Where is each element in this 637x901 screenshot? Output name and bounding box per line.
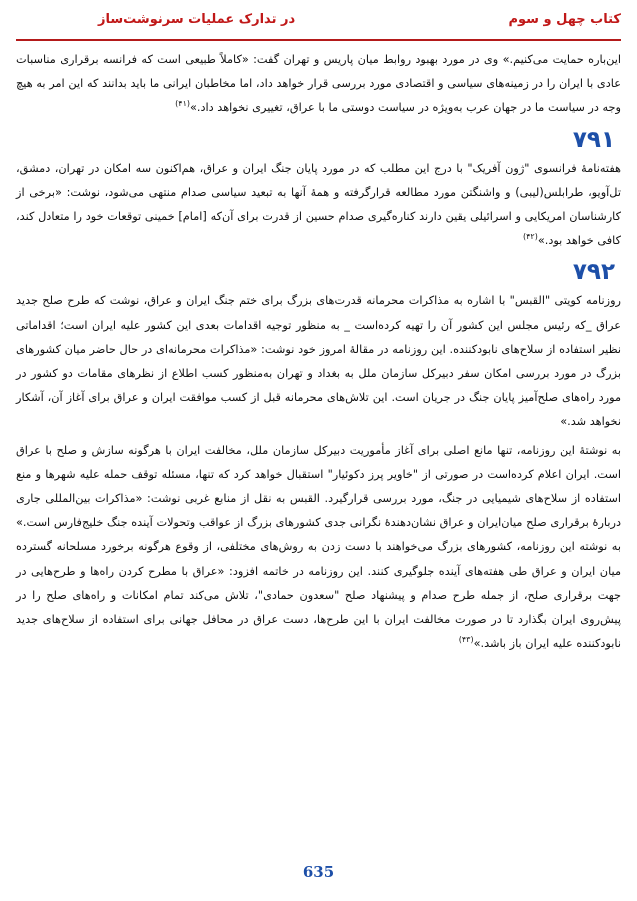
paragraph-text: روزنامه کویتی "القبس" با اشاره به مذاکرات محرمانه قدرت‌های بزرگ برای ختم جنگ ایران و عراق، نوشت که طرح صلح جدید عراق _که رئیس مجلس این کشور آن را تهیه کرده‌است _ به منظور توجیه اقدامات بعدی این کشور علیه ایران است؛ اقداماتی نظیر استفاده از سلاح‌های نابودکننده. این روزنامه در مقالهٔ امروز خود نوشت: «مذاکرات محرمانه‌ای در حال حاضر میان کشورهای بزرگ در مورد بررسی امکان سفر دبیرکل سازمان ملل به بغداد و تهران به‌منظور کسب اطلاع از نظرهای مقامات دو کشور در مورد راه‌های صلح‌آمیز پایان جنگ در جریان است. این تلاش‌های محرمانه قبل از کسب موافقت ایران و عراق برای آغاز آن، آشکار نخواهد شد.» [16, 294, 621, 429]
footnote-ref: (۴۱) [175, 99, 190, 109]
entry-number: ۷۹۱ [572, 126, 615, 153]
section-title: در تدارک عملیات سرنوشت‌ساز [98, 12, 296, 27]
paragraph-text: به نوشتهٔ این روزنامه، تنها مانع اصلی برای آغاز مأموریت دبیرکل سازمان ملل، مخالفت ایران با هرگونه سازش و صلح با عراق است. ایران اعلام کرده‌است در صورتی از "خاویر پرز دکوئیار" استقبال خواهد کرد که تنها، مسئله توقف حمله علیه شهرها و منع استفاده از سلاح‌های شیمیایی در جنگ، مورد بررسی قرارگیرد. القبس به نقل از منابع غربی نوشت: «مذاکرات بین‌المللی جاری دربارهٔ برقراری صلح میان‌ایران و عراق نشان‌دهندهٔ نگرانی جدی کشورهای بزرگ از عواقب وتحولات آینده جنگ خلیج‌فارس است.» به نوشته این روزنامه، کشورهای بزرگ می‌خواهند با دست زدن به روش‌های مختلفی، از وقوع هرگونه برخورد مسلحانه گسترده میان ایران و عراق طی هفته‌های آینده جلوگیری کنند. این روزنامه در خاتمه افزود: «عراق با مطرح کردن راه‌ها و طرح‌هایی در جهت برقراری صلح، از جمله طرح صدام و پیشنهاد صلح "سعدون حمادی"، تلاش می‌کند تمام امکانات و راه‌های صلح را در پیش‌روی ایران بگذارد تا در صورت مخالفت ایران با این طرح‌ها، دست عراق در محافل جهانی برای استفاده از سلاح‌های جدید نابودکننده علیه ایران باز باشد.» [16, 443, 621, 651]
entry-number: ۷۹۲ [572, 259, 615, 286]
paragraph-text: این‌باره حمایت می‌کنیم.» وی در مورد بهبود روابط میان پاریس و تهران گفت: «کاملاً طبیعی است که فرانسه برقراری مناسبات عادی با ایران را در زمینه‌های سیاسی و اقتصادی مورد بررسی قرار خواهد داد، اما مخاطبان ایرانی ما باید بدانند که این امر به هیچ وجه در سیاست ما در جهان عرب به‌ویژه در سیاست دوستی ما با عراق، تغییری نخواهد داد.» [16, 53, 621, 115]
paragraph-text: هفته‌نامهٔ فرانسوی "ژون آفریک" با درج این مطلب که در مورد پایان جنگ ایران و عراق، هم‌اکنون سه امکان در تهران، دمشق، تل‌آویو، طرابلس(لیبی) و واشنگتن مورد مطالعه قرارگرفته و همهٔ آنها به تبعید سیاسی صدام منتهی می‌شود، نوشت: «برخی از کارشناسان امریکایی و اسرائیلی یقین دارند کناره‌گیری صدام حسین از قدرت برای آن‌که [امام] خمینی توقعات خود را متعادل کند، کافی خواهد بود.» [16, 161, 621, 248]
paragraph [16, 48, 621, 121]
book-title: کتاب چهل و سوم [508, 12, 621, 27]
page-content [16, 48, 621, 656]
paragraph [16, 439, 621, 657]
header-divider [16, 39, 621, 41]
paragraph [16, 289, 621, 434]
footnote-ref: (۴۲) [522, 232, 538, 242]
page-header [28, 6, 621, 36]
paragraph [16, 157, 621, 254]
footnote-ref: (۴۳) [458, 635, 474, 645]
page-number: 635 [302, 863, 335, 881]
